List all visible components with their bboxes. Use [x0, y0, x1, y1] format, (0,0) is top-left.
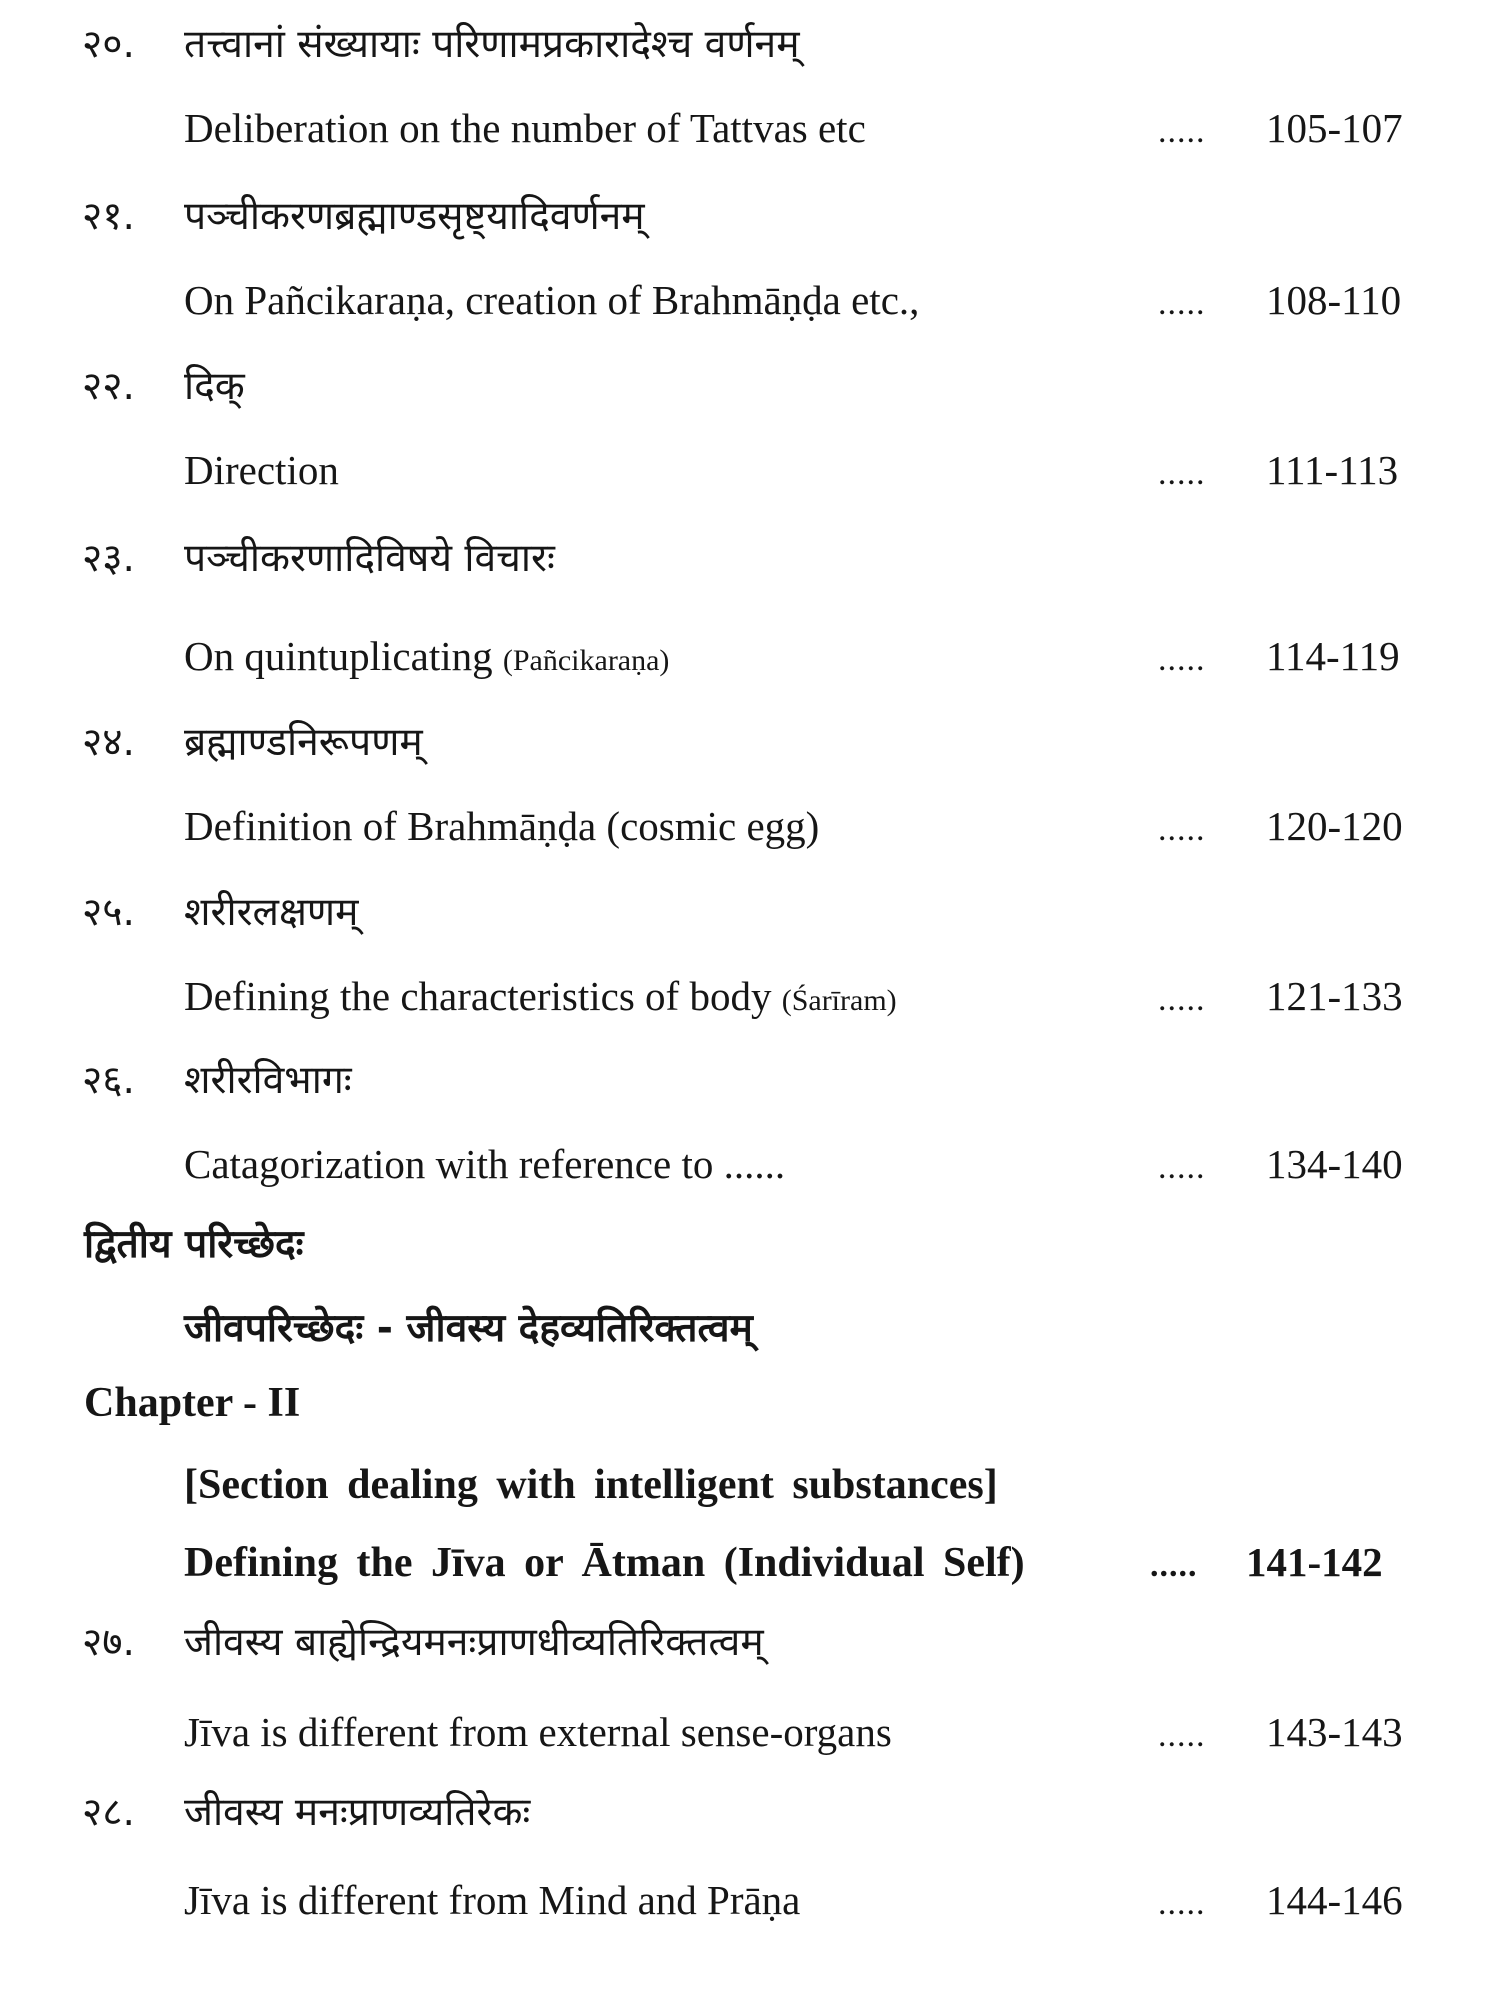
page-range: 111-113	[1266, 447, 1399, 493]
sanskrit-title: जीवस्य मनःप्राणव्यतिरेकः	[184, 1790, 531, 1835]
leader-dots: .....	[1150, 1547, 1198, 1584]
english-title: Jīva is different from Mind and Prāṇa	[184, 1877, 801, 1923]
english-title: Catagorization with reference to ......	[184, 1141, 786, 1187]
toc-entry-sanskrit	[82, 720, 423, 767]
toc-entry-sanskrit	[82, 194, 645, 241]
page-range: 114-119	[1266, 633, 1400, 679]
page-range: 120-120	[1266, 803, 1403, 849]
leader-dots: .....	[1158, 1717, 1206, 1754]
english-title: On Pañcikaraṇa, creation of Brahmāṇḍa etc.,	[184, 277, 920, 323]
entry-number: २४.	[82, 720, 135, 765]
leader-dots: .....	[1158, 1149, 1206, 1186]
leader-dots: .....	[1158, 455, 1206, 492]
chapter-title: Chapter - II	[84, 1380, 301, 1426]
entry-number: २८.	[82, 1790, 135, 1835]
leader-dots: .....	[1158, 641, 1206, 678]
page-range: 108-110	[1266, 277, 1402, 323]
toc-entry-sanskrit	[82, 22, 800, 69]
leader-dots: .....	[1158, 113, 1206, 150]
english-title-note: (Śarīram)	[781, 984, 897, 1017]
page-range: 121-133	[1266, 973, 1403, 1019]
toc-entry-sanskrit	[82, 536, 555, 583]
sanskrit-chapter-subheading: जीवपरिच्छेदः - जीवस्य देहव्यतिरिक्तत्वम्	[184, 1306, 753, 1351]
sanskrit-title: पञ्चीकरणब्रह्माण्डसृष्ट्यादिवर्णनम्	[184, 194, 645, 239]
leader-dots: .....	[1158, 1885, 1206, 1922]
leader-dots: .....	[1158, 981, 1206, 1018]
leader-dots: .....	[1158, 811, 1206, 848]
page-range: 143-143	[1266, 1709, 1403, 1755]
chapter-defining-line: Defining the Jīva or Ātman (Individual Self)	[184, 1540, 1025, 1586]
sanskrit-chapter-heading: द्वितीय परिच्छेदः	[84, 1222, 304, 1267]
english-title: Jīva is different from external sense-organs	[184, 1709, 892, 1755]
sanskrit-title: शरीरलक्षणम्	[184, 890, 359, 935]
page-range: 144-146	[1266, 1877, 1403, 1923]
page-range: 105-107	[1266, 105, 1403, 151]
toc-entry-sanskrit	[82, 890, 358, 937]
english-title-note: (Pañcikaraṇa)	[502, 644, 670, 677]
english-title: Direction	[184, 447, 339, 493]
sanskrit-title: ब्रह्माण्डनिरूपणम्	[184, 720, 423, 765]
toc-entry-sanskrit	[82, 364, 245, 411]
sanskrit-title: शरीरविभागः	[184, 1058, 352, 1103]
entry-number: २१.	[82, 194, 135, 239]
english-title-main: Defining the characteristics of body	[184, 973, 772, 1019]
entry-number: २५.	[82, 890, 135, 935]
english-title	[184, 972, 897, 1021]
entry-number: २६.	[82, 1058, 135, 1103]
entry-number: २७.	[82, 1620, 135, 1665]
sanskrit-title: जीवस्य बाह्येन्द्रियमनःप्राणधीव्यतिरिक्तत्वम्	[184, 1620, 764, 1665]
english-title: Deliberation on the number of Tattvas etc	[184, 105, 866, 151]
toc-entry-sanskrit	[82, 1620, 764, 1667]
sanskrit-title: पञ्चीकरणादिविषये विचारः	[184, 536, 555, 581]
toc-entry-sanskrit	[82, 1790, 530, 1837]
english-title-main: On quintuplicating	[184, 633, 493, 679]
english-title	[184, 632, 669, 681]
entry-number: २२.	[82, 364, 135, 409]
entry-number: २०.	[82, 22, 135, 67]
section-description: [Section dealing with intelligent substances]	[184, 1462, 998, 1508]
page-range: 141-142	[1246, 1539, 1383, 1585]
toc-entry-sanskrit	[82, 1058, 352, 1105]
entry-number: २३.	[82, 536, 135, 581]
page-range: 134-140	[1266, 1141, 1403, 1187]
leader-dots: .....	[1158, 285, 1206, 322]
english-title: Definition of Brahmāṇḍa (cosmic egg)	[184, 803, 820, 849]
sanskrit-title: दिक्	[184, 364, 245, 409]
sanskrit-title: तत्त्वानां संख्यायाः परिणामप्रकारादेश्च वर्णनम्	[184, 22, 800, 67]
